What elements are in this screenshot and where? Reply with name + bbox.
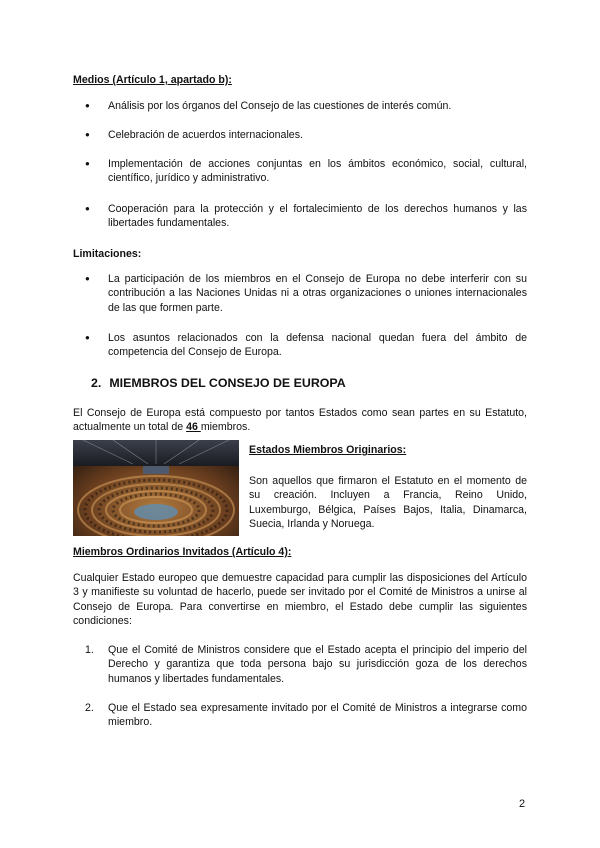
medios-list [85, 157, 527, 186]
list-item: ● Celebración de acuerdos internacionales. [85, 128, 527, 142]
medios-list [85, 202, 527, 231]
limitaciones-heading: Limitaciones: [73, 248, 142, 260]
member-count: 46 [186, 421, 201, 434]
list-item [85, 701, 527, 730]
condition-number: 2. [85, 702, 94, 714]
section-title-text: MIEMBROS DEL CONSEJO DE EUROPA [109, 376, 346, 390]
medios-heading: Medios (Artículo 1, apartado b): [73, 74, 232, 86]
originarios-text: Son aquellos que firmaron el Estatuto en el momento de su creación. Incluyen a Francia, Reino Unido, Luxemburgo, Bélgica, Países Bajos, Italia, Dinamarca, Suecia, Irlanda y Noruega. [249, 475, 527, 531]
medios-list [85, 99, 527, 113]
invitados-heading: Miembros Ordinarios Invitados (Artículo 4): [73, 546, 292, 558]
condition-text: Que el Comité de Ministros considere que el Estado acepta el principio del imperio del Derecho y garantiza que toda persona bajo su jurisdicción goza de los derechos humanos y libertades fundamentales. [108, 644, 527, 685]
section-number: 2. [91, 376, 102, 390]
list-item: ● Implementación de acciones conjuntas en los ámbitos económico, social, cultural, científico, jurídico y administrativo. [85, 157, 527, 186]
intro-text: El Consejo de Europa está compuesto por tantos Estados como sean partes en su Estatuto, actualmente un total de [73, 407, 527, 434]
list-item: ● Análisis por los órganos del Consejo de las cuestiones de interés común. [85, 99, 527, 113]
conditions-list [85, 643, 527, 686]
condition-text: Que el Estado sea expresamente invitado por el Comité de Ministros a integrarse como miembro. [108, 702, 527, 729]
intro-text-end: miembros. [200, 421, 251, 434]
list-item: ● Cooperación para la protección y el fortalecimiento de los derechos humanos y las libertades fundamentales. [85, 202, 527, 231]
page-number: 2 [519, 798, 526, 810]
section-intro [73, 406, 527, 435]
list-item [85, 643, 527, 686]
list-item: ● Los asuntos relacionados con la defensa nacional quedan fuera del ámbito de competencia del Consejo de Europa. [85, 331, 527, 360]
conditions-list [85, 701, 527, 730]
section-title [91, 376, 346, 390]
invitados-text: Cualquier Estado europeo que demuestre capacidad para cumplir las disposiciones del Artículo 3 y manifieste su voluntad de hacerlo, puede ser invitado por el Comité de Ministros a unirse al Consejo de Europa. Para convertirse en miembro, el Estado debe cumplir las siguientes condiciones: [73, 572, 527, 628]
list-item: ● La participación de los miembros en el Consejo de Europa no debe interferir con su contribución a las Naciones Unidas ni a otras organizaciones o uniones internacionales de las que formen parte. [85, 272, 527, 315]
originarios-heading: Estados Miembros Originarios: [249, 444, 407, 456]
limitaciones-list [85, 331, 527, 360]
condition-number: 1. [85, 644, 94, 656]
parliament-photo [73, 440, 239, 536]
limitaciones-list [85, 272, 527, 315]
medios-list [85, 128, 527, 142]
